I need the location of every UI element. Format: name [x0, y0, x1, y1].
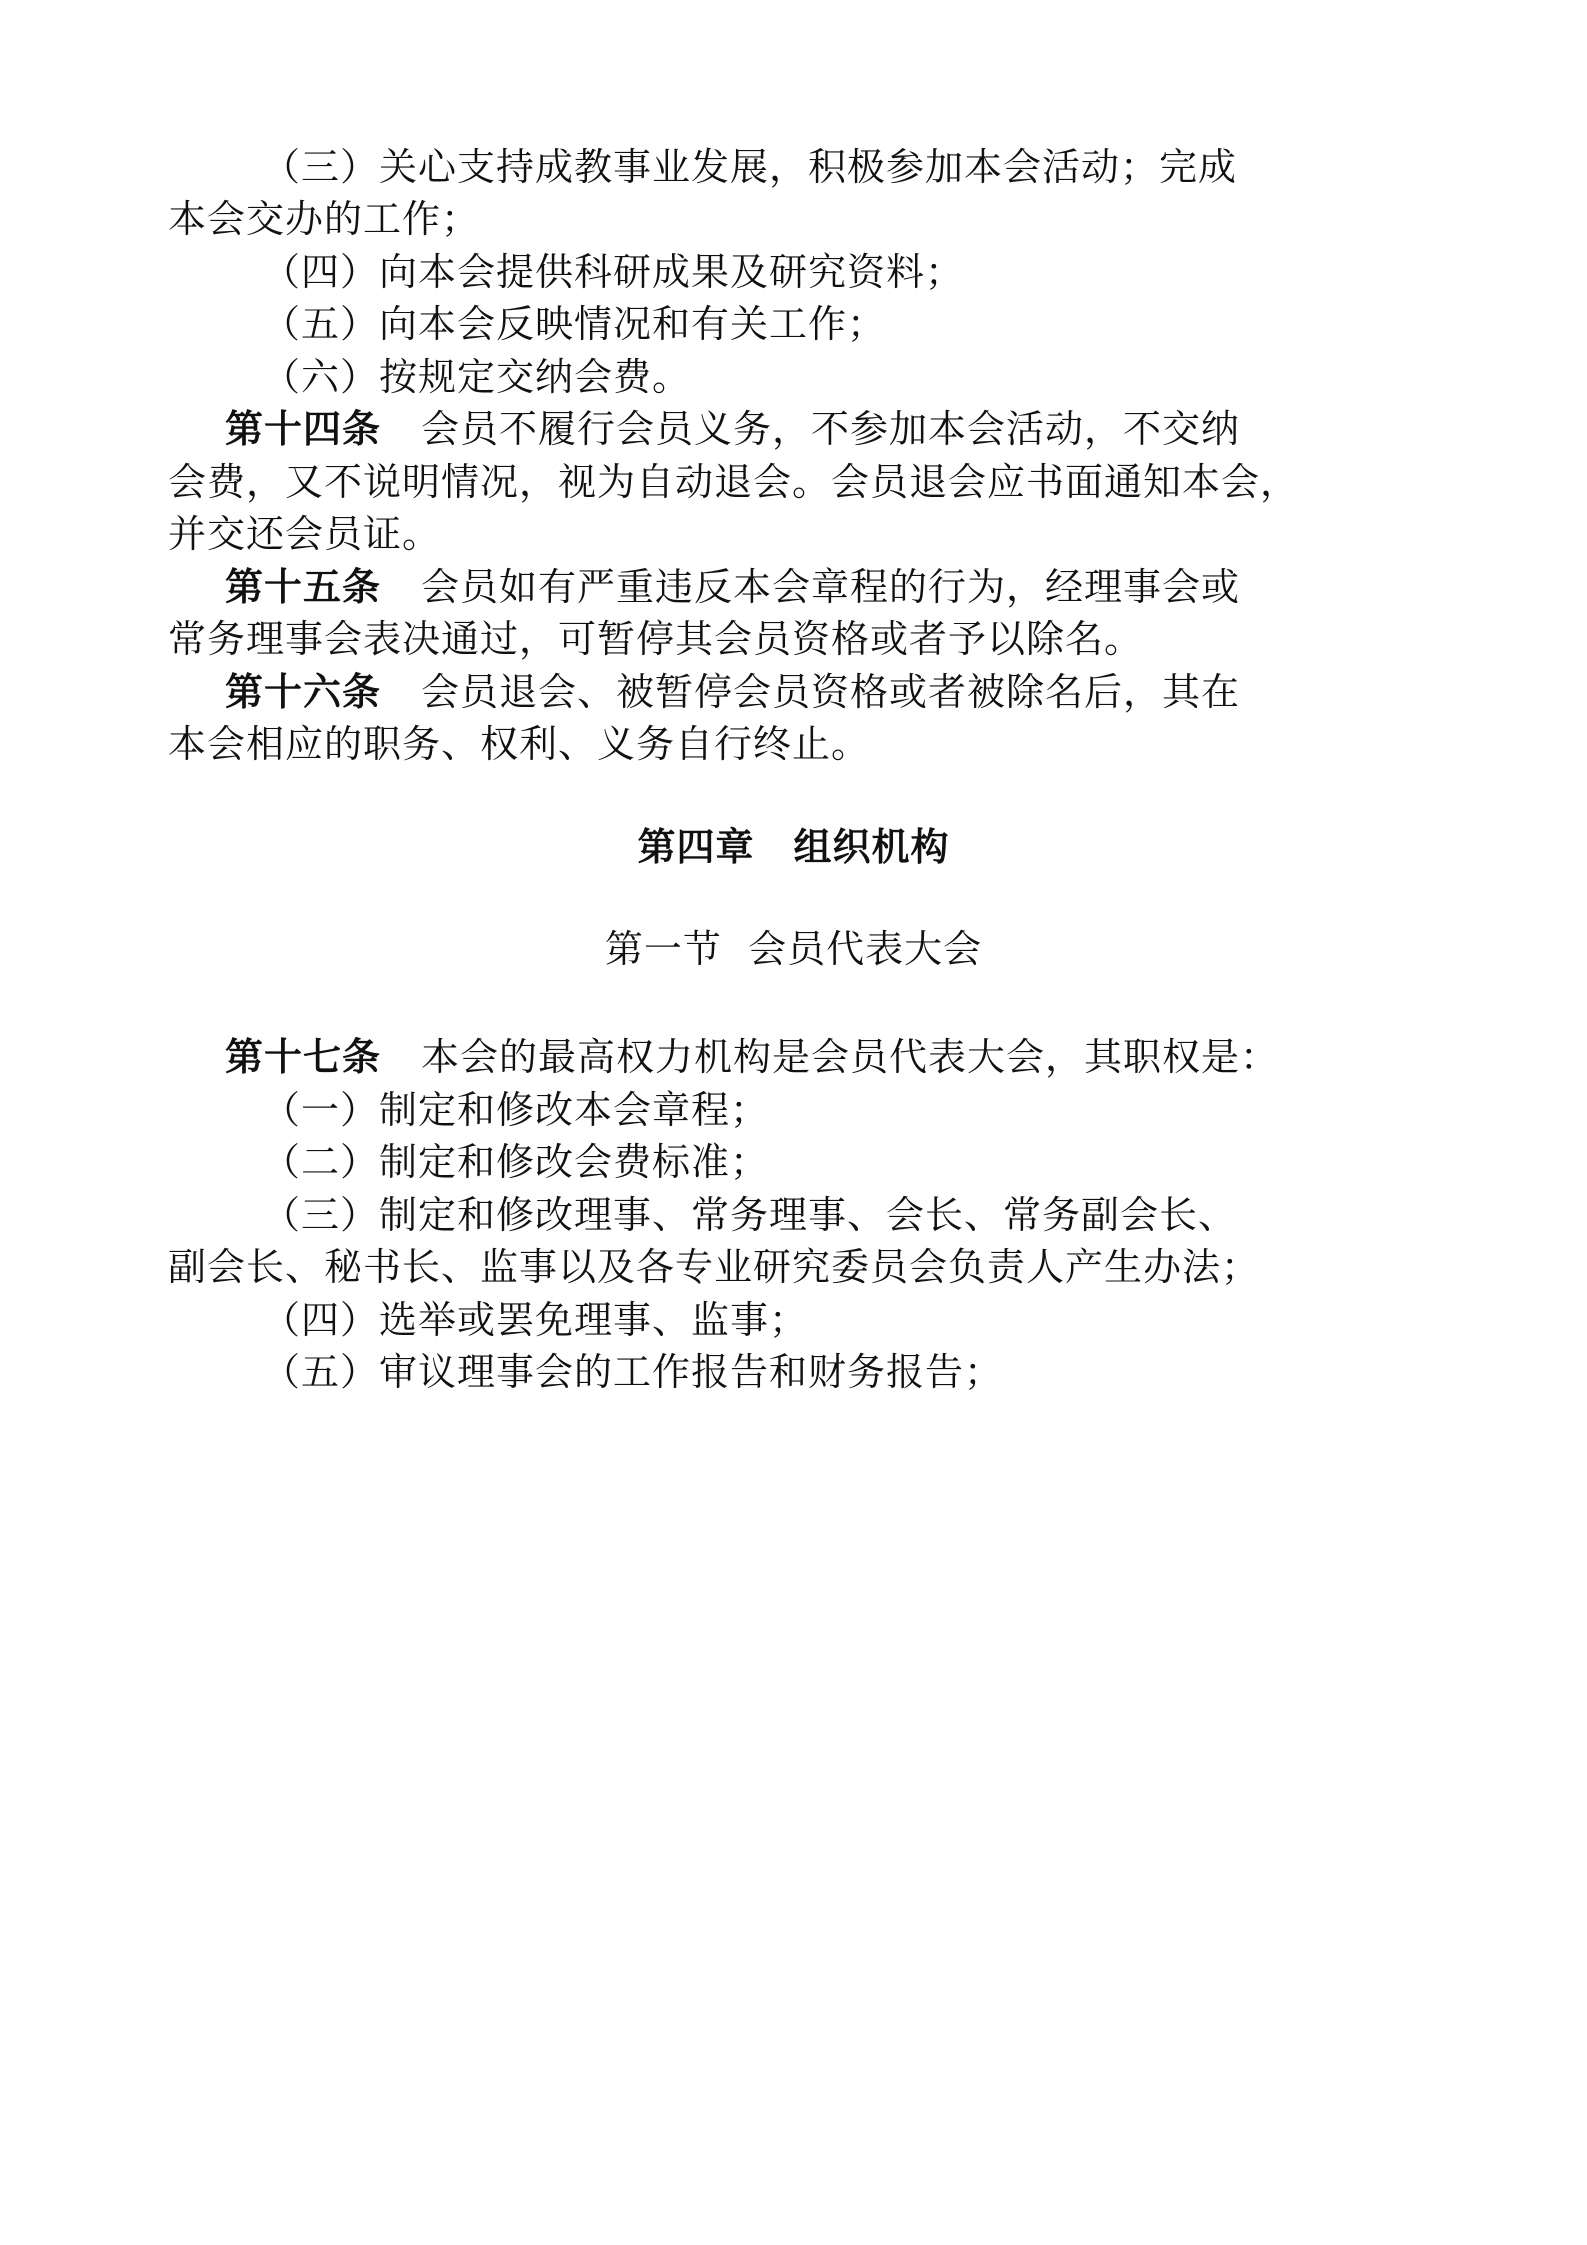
- paragraph-line: 常务理事会表决通过，可暂停其会员资格或者予以除名。: [168, 617, 1144, 661]
- section-title: 第一节 会员代表大会: [604, 927, 983, 971]
- article-text: 会员退会、被暂停会员资格或者被除名后，其在: [421, 670, 1241, 714]
- chapter-title: 第四章 组织机构: [637, 824, 950, 869]
- paragraph-line: 本会交办的工作；: [168, 197, 481, 241]
- paragraph-line: 并交还会员证。: [168, 512, 442, 556]
- article-text: 本会的最高权力机构是会员代表大会，其职权是：: [421, 1035, 1280, 1079]
- article-16-line: [225, 668, 1240, 716]
- article-label: 第十四条: [225, 406, 382, 451]
- article-15-line: [225, 563, 1240, 611]
- paragraph-line: 本会相应的职务、权利、义务自行终止。: [168, 722, 871, 766]
- article-text: 会员不履行会员义务，不参加本会活动，不交纳: [421, 407, 1241, 451]
- paragraph-line: （六）按规定交纳会费。: [262, 355, 692, 399]
- paragraph-line: （四）向本会提供科研成果及研究资料；: [262, 250, 965, 294]
- paragraph-line: 副会长、秘书长、监事以及各专业研究委员会负责人产生办法；: [168, 1245, 1261, 1289]
- article-label: 第十六条: [225, 669, 382, 714]
- article-text: 会员如有严重违反本会章程的行为，经理事会或: [421, 565, 1241, 609]
- article-14-line: [225, 405, 1240, 453]
- list-item: （一）制定和修改本会章程；: [262, 1088, 770, 1132]
- list-item: （三）制定和修改理事、常务理事、会长、常务副会长、: [262, 1193, 1238, 1237]
- article-17-line: [225, 1033, 1279, 1081]
- paragraph-line: 会费，又不说明情况，视为自动退会。会员退会应书面通知本会，: [168, 460, 1300, 504]
- list-item: （五）审议理事会的工作报告和财务报告；: [262, 1350, 1004, 1394]
- paragraph-line: （五）向本会反映情况和有关工作；: [262, 302, 887, 346]
- article-label: 第十七条: [225, 1034, 382, 1079]
- list-item: （四）选举或罢免理事、监事；: [262, 1298, 809, 1342]
- article-label: 第十五条: [225, 564, 382, 609]
- list-item: （二）制定和修改会费标准；: [262, 1140, 770, 1184]
- paragraph-line: （三）关心支持成教事业发展，积极参加本会活动；完成: [262, 145, 1238, 189]
